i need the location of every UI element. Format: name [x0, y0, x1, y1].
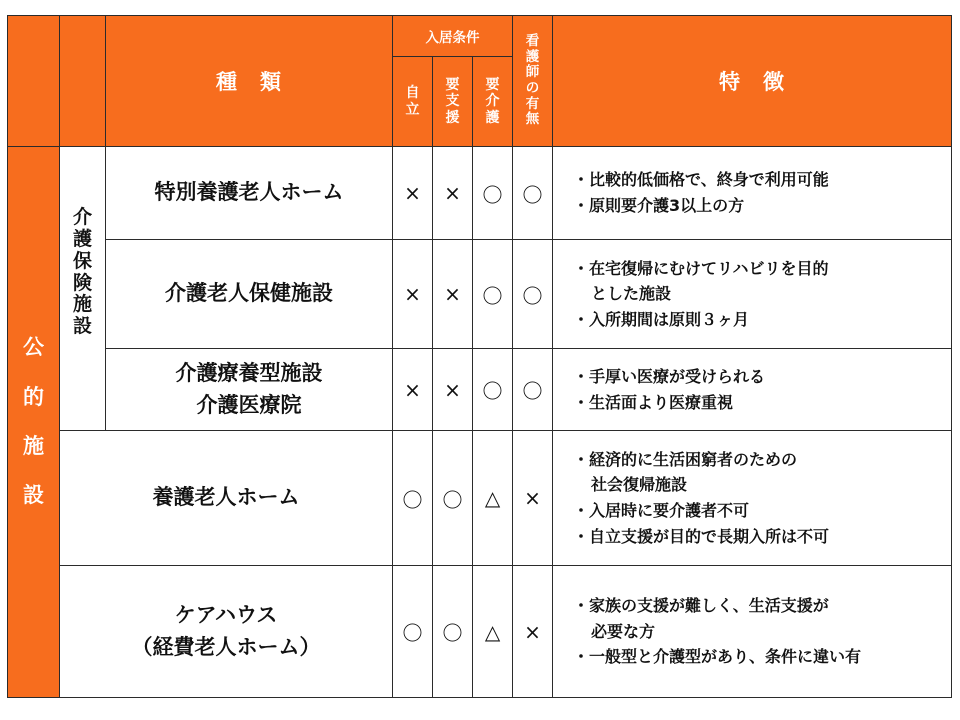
facility-features: ・手厚い医療が受けられる ・生活面より医療重視	[553, 349, 952, 431]
table-row	[8, 431, 952, 566]
mark-independent: ×	[393, 240, 433, 349]
facility-name: 養護老人ホーム	[60, 431, 393, 566]
header-independent: 自 立	[393, 57, 433, 147]
mark-care: △	[473, 431, 513, 566]
header-type: 種 類	[106, 16, 393, 147]
mark-independent: 〇	[393, 431, 433, 566]
facility-name: ケアハウス （経費老人ホーム）	[60, 566, 393, 698]
facility-features: ・比較的低価格で、終身で利用可能 ・原則要介護3以上の方	[553, 147, 952, 240]
mark-support: 〇	[433, 431, 473, 566]
facility-features: ・経済的に生活困窮者のための 社会復帰施設 ・入居時に要介護者不可 ・自立支援が目的で長期入所は不可	[553, 431, 952, 566]
facility-name: 特別養護老人ホーム	[106, 147, 393, 240]
mark-care: 〇	[473, 349, 513, 431]
kaigo-insurance-facility-label: 介 護 保 険 施 設	[60, 147, 106, 431]
facility-comparison-table	[7, 15, 952, 698]
mark-nurse: 〇	[513, 240, 553, 349]
mark-independent: ×	[393, 349, 433, 431]
mark-care: △	[473, 566, 513, 698]
mark-care: 〇	[473, 147, 513, 240]
mark-support: ×	[433, 147, 473, 240]
mark-support: 〇	[433, 566, 473, 698]
mark-care: 〇	[473, 240, 513, 349]
mark-independent: 〇	[393, 566, 433, 698]
table-row	[8, 349, 952, 431]
facility-name: 介護老人保健施設	[106, 240, 393, 349]
header-care-needed: 要 介 護	[473, 57, 513, 147]
header-corner-left	[8, 16, 60, 147]
mark-independent: ×	[393, 147, 433, 240]
header-admission-conditions: 入居条件	[393, 16, 513, 57]
mark-nurse: ×	[513, 431, 553, 566]
header-nurse-presence: 看 護 師 の 有 無	[513, 16, 553, 147]
facility-name: 介護療養型施設 介護医療院	[106, 349, 393, 431]
mark-nurse: ×	[513, 566, 553, 698]
table-row	[8, 566, 952, 698]
header-corner-inner	[60, 16, 106, 147]
mark-support: ×	[433, 240, 473, 349]
facility-features: ・在宅復帰にむけてリハビリを目的 とした施設 ・入所期間は原則３ヶ月	[553, 240, 952, 349]
header-support-needed: 要 支 援	[433, 57, 473, 147]
table-row	[8, 240, 952, 349]
mark-nurse: 〇	[513, 147, 553, 240]
header-features: 特 徴	[553, 16, 952, 147]
mark-nurse: 〇	[513, 349, 553, 431]
mark-support: ×	[433, 349, 473, 431]
public-facility-label: 公 的 施 設	[8, 147, 60, 698]
facility-features: ・家族の支援が難しく、生活支援が 必要な方 ・一般型と介護型があり、条件に違い有	[553, 566, 952, 698]
table-row	[8, 147, 952, 240]
header-row-top	[8, 16, 952, 57]
